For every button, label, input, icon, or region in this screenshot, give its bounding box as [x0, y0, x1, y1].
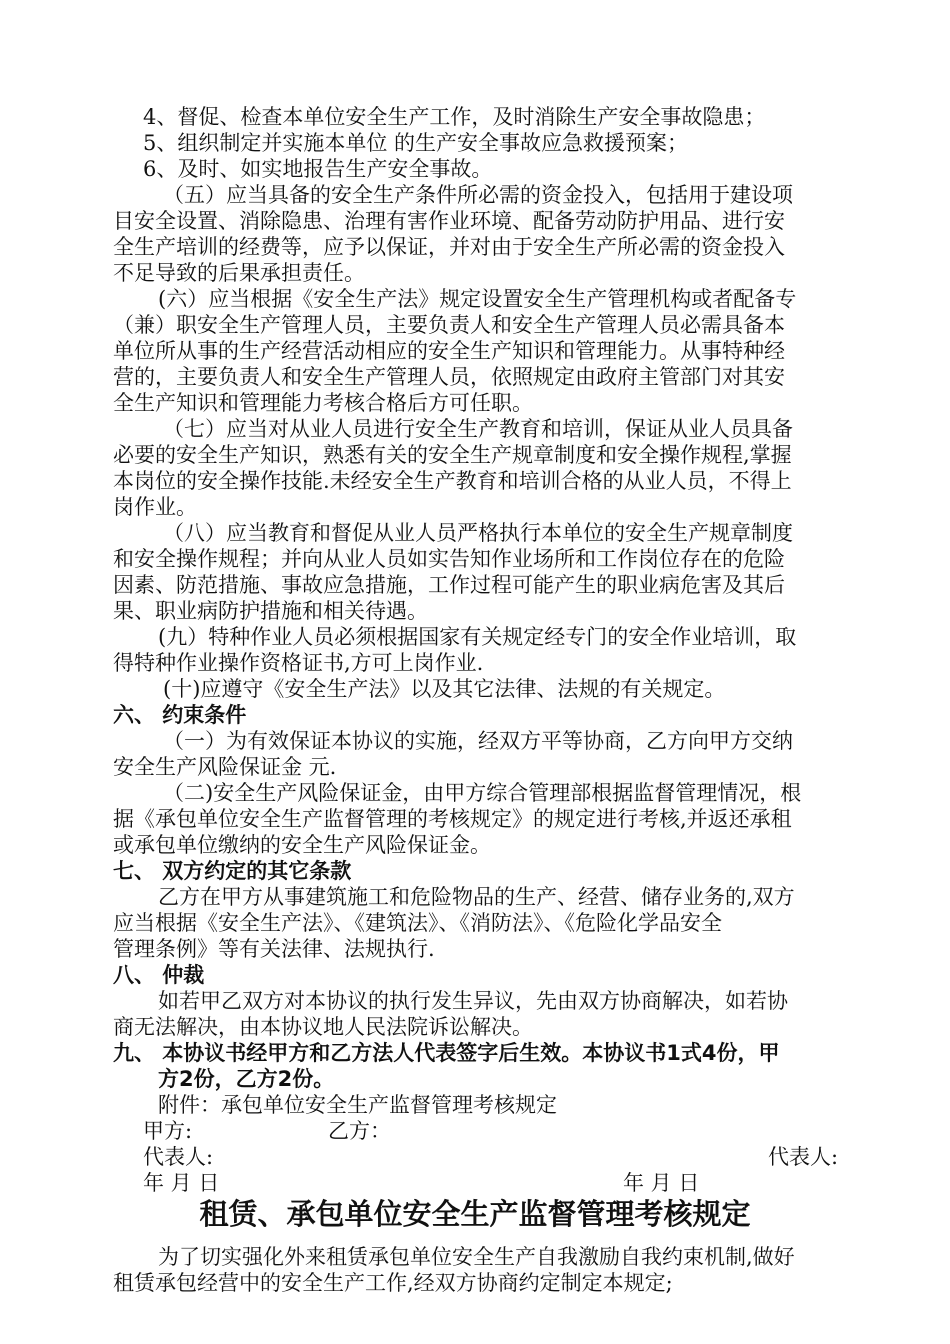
paragraph-line: 和安全操作规程；并向从业人员如实告知作业场所和工作岗位存在的危险	[113, 547, 785, 571]
intro-line: 租赁承包经营中的安全生产工作,经双方协商约定制定本规定;	[113, 1271, 673, 1295]
paragraph-line: (六）应当根据《安全生产法》规定设置安全生产管理机构或者配备专	[158, 287, 797, 311]
party-b-label: 乙方：	[328, 1119, 391, 1143]
paragraph-line: 得特种作业操作资格证书,方可上岗作业.	[113, 651, 484, 675]
paragraph-line: 因素、防范措施、事故应急措施，工作过程可能产生的职业病危害及其后	[113, 573, 785, 597]
paragraph-line: （二)安全生产风险保证金，由甲方综合管理部根据监督管理情况，根	[163, 781, 802, 805]
attachment-line: 附件：承包单位安全生产监督管理考核规定	[158, 1093, 557, 1117]
paragraph-line: 安全生产风险保证金 元.	[113, 755, 337, 779]
paragraph-line: 目安全设置、消除隐患、治理有害作业环境、配备劳动防护用品、进行安	[113, 209, 785, 233]
paragraph-line: （七）应当对从业人员进行安全生产教育和培训，保证从业人员具备	[163, 417, 793, 441]
intro-line: 为了切实强化外来租赁承包单位安全生产自我激励自我约束机制,做好	[158, 1245, 795, 1269]
paragraph-line: 单位所从事的生产经营活动相应的安全生产知识和管理能力。从事特种经	[113, 339, 785, 363]
clause-line: 4、督促、检查本单位安全生产工作，及时消除生产安全事故隐患；	[143, 105, 766, 129]
date-left: 年 月 日	[143, 1171, 220, 1195]
paragraph-line: （五）应当具备的安全生产条件所必需的资金投入，包括用于建设项	[163, 183, 793, 207]
paragraph-line: 不足导致的后果承担责任。	[113, 261, 365, 285]
representative-left-label: 代表人:	[143, 1145, 214, 1169]
clause-line: 6、及时、如实地报告生产安全事故。	[143, 157, 493, 181]
paragraph-line: 营的，主要负责人和安全生产管理人员，依照规定由政府主管部门对其安	[113, 365, 785, 389]
section-heading: 六、 约束条件	[113, 703, 247, 727]
paragraph-line: 必要的安全生产知识，熟悉有关的安全生产规章制度和安全操作规程,掌握	[113, 443, 792, 467]
date-right: 年 月 日	[623, 1171, 700, 1195]
paragraph-line: 全生产培训的经费等，应予以保证，并对由于安全生产所必需的资金投入	[113, 235, 785, 259]
section-heading: 七、 双方约定的其它条款	[113, 859, 352, 883]
party-a-label: 甲方:	[143, 1119, 193, 1143]
paragraph-line: (九）特种作业人员必须根据国家有关规定经专门的安全作业培训，取	[158, 625, 797, 649]
paragraph-line: 如若甲乙双方对本协议的执行发生异议，先由双方协商解决，如若协	[158, 989, 788, 1013]
paragraph-line: （兼）职安全生产管理人员，主要负责人和安全生产管理人员必需具备本	[113, 313, 785, 337]
paragraph-line: 商无法解决，由本协议地人民法院诉讼解决。	[113, 1015, 533, 1039]
section-heading: 九、 本协议书经甲方和乙方法人代表签字后生效。本协议书1式4份，甲	[113, 1041, 780, 1065]
paragraph-line: 应当根据《安全生产法》、《建筑法》、《消防法》、《危险化学品安全	[113, 911, 722, 935]
section-heading-cont: 方2份，乙方2份。	[158, 1067, 335, 1091]
paragraph-line: 本岗位的安全操作技能.未经安全生产教育和培训合格的从业人员，不得上	[113, 469, 792, 493]
paragraph-line: 全生产知识和管理能力考核合格后方可任职。	[113, 391, 533, 415]
paragraph-line: 管理条例》等有关法律、法规执行.	[113, 937, 435, 961]
paragraph-line: 或承包单位缴纳的安全生产风险保证金。	[113, 833, 491, 857]
section-heading: 八、 仲裁	[113, 963, 205, 987]
paragraph-line: 据《承包单位安全生产监督管理的考核规定》的规定进行考核,并返还承租	[113, 807, 792, 831]
clause-line: 5、组织制定并实施本单位 的生产安全事故应急救援预案；	[143, 131, 689, 155]
representative-right-label: 代表人:	[768, 1145, 839, 1169]
paragraph-line: 乙方在甲方从事建筑施工和危险物品的生产、经营、储存业务的,双方	[158, 885, 795, 909]
paragraph-line: 岗作业。	[113, 495, 197, 519]
paragraph-line: 果、职业病防护措施和相关待遇。	[113, 599, 428, 623]
paragraph-line: (十)应遵守《安全生产法》以及其它法律、法规的有关规定。	[163, 677, 726, 701]
paragraph-line: （八）应当教育和督促从业人员严格执行本单位的安全生产规章制度	[163, 521, 793, 545]
document-title: 租赁、承包单位安全生产监督管理考核规定	[199, 1197, 751, 1231]
paragraph-line: （一）为有效保证本协议的实施，经双方平等协商，乙方向甲方交纳	[163, 729, 793, 753]
